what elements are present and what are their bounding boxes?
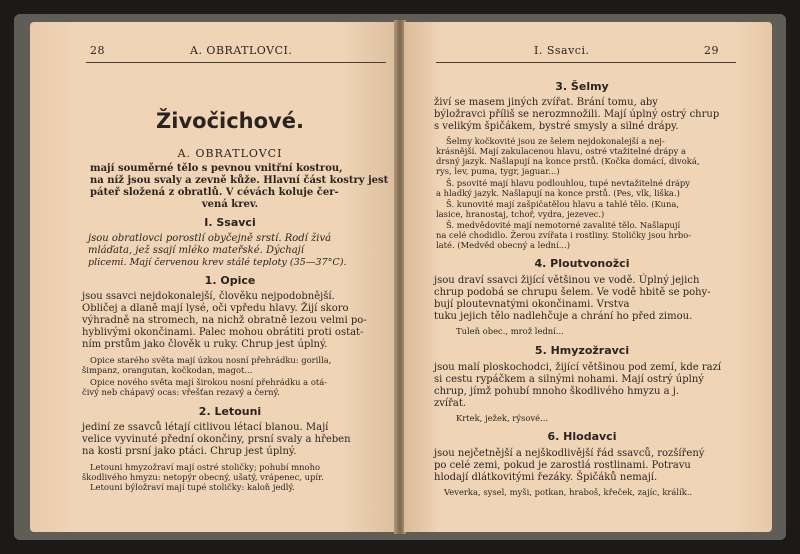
letouni-heading: 2. Letouni: [198, 405, 262, 418]
opice-heading: 1. Opice: [204, 274, 256, 287]
ploutvonozci-text-line: tuku jejich tělo nadlehčuje a chrání ho před zimou.: [434, 311, 693, 322]
section-intro-line: plicemi. Mají červenou krev stálé teploty (35—37°C).: [88, 257, 347, 268]
opice-small-line: čivý neb chápavý ocas: vřešťan rezavý a černý.: [82, 387, 280, 397]
header-rule: [86, 62, 386, 63]
opice-text-line: jsou ssavci nejdokonalejší, člověku nejpodobnější.: [82, 291, 335, 302]
selmy-small-line: a hladký jazyk. Našlapují na konce prstů. (Pes, vlk, liška.): [436, 188, 680, 198]
selmy-heading: 3. Šelmy: [555, 80, 609, 93]
hmyzozravci-text-line: si cestu rypáčkem a silnými nohami. Mají ostrý úplný: [434, 374, 704, 385]
hlodavci-text-line: po celé zemi, pokud je zarostlá rostlinami. Potravu: [434, 460, 691, 471]
selmy-small-line: Š. psovité mají hlavu podlouhlou, tupé nevtažitelné drápy: [446, 178, 691, 188]
intro-line: mají souměrné tělo s pevnou vnitřní kostrou,: [90, 163, 343, 174]
hmyzozravci-text-line: jsou malí ploskochodci, žijící většinou pod zemí, kde razí: [434, 362, 722, 373]
hlodavci-heading: 6. Hlodavci: [547, 430, 617, 443]
letouni-text-line: velice vyvinuté přední okončiny, prsní svaly a hřeben: [82, 434, 351, 445]
ploutvonozci-small: Tuleň obec., mrož lední...: [456, 326, 564, 336]
running-header: I. Ssavci.: [534, 44, 590, 57]
hlodavci-text-line: hlodají dlátkovitými řezáky. Špičáků nemají.: [434, 472, 658, 483]
intro-line: na níž jsou svaly a zevně kůže. Hlavní část kostry jest: [90, 175, 389, 186]
selmy-small-line: Š. kunovité mají zašpičatělou hlavu a tahlé tělo. (Kuna,: [446, 199, 680, 209]
selmy-text-line: býložravci příliš se nerozmnožili. Mají úplný ostrý chrup: [434, 109, 720, 120]
opice-small-line: Opice starého světa mají úzkou nosní přehrádku: gorilla,: [90, 355, 332, 365]
section-intro-line: jsou obratlovci porostlí obyčejně srstí. Rodí živá: [88, 233, 332, 244]
opice-text-line: hyblivými okončinami. Palec mohou obrátiti proti ostat-: [82, 327, 364, 338]
ploutvonozci-text-line: chrup podobá se chrupu šelem. Ve vodě hbitě se pohy-: [434, 287, 711, 298]
ploutvonozci-heading: 4. Ploutvonožci: [534, 257, 630, 270]
selmy-text-line: živí se masem jiných zvířat. Brání tomu, aby: [434, 97, 658, 108]
page-number: 28: [90, 44, 105, 57]
intro-line: vená krev.: [201, 199, 259, 210]
letouni-small-line: Letouni býložraví mají tupé stoličky: kaloň jedlý.: [90, 482, 295, 492]
hmyzozravci-heading: 5. Hmyzožravci: [534, 344, 630, 357]
opice-text-line: výhradně na stromech, na nichž obratně lezou velmi po-: [82, 315, 367, 326]
selmy-text-line: s velikým špičákem, bystré smysly a silné drápy.: [434, 121, 679, 132]
hmyzozravci-text-line: chrup, jímž pohubí mnoho škodlivého hmyzu a j.: [434, 386, 680, 397]
hlodavci-text-line: jsou nejčetnější a nejškodlivější řád ssavců, rozšířený: [434, 448, 705, 459]
opice-small-line: Opice nového světa mají širokou nosní přehrádku a otá-: [90, 377, 328, 387]
letouni-text-line: jediní ze ssavců létají citlivou létací blanou. Mají: [82, 422, 329, 433]
intro-line: páteř složená z obratlů. V cévách koluje čer-: [90, 187, 339, 198]
page-title: Živočichové.: [156, 109, 304, 133]
hmyzozravci-text-line: zvířat.: [434, 398, 467, 409]
page-number: 29: [704, 44, 719, 57]
selmy-small-line: laté. (Medvěd obecný a lední...): [436, 240, 571, 250]
selmy-small-line: rys, lev, puma, tygr, jaguar...): [436, 166, 560, 176]
selmy-small-line: na celé chodidlo. Žerou zvířata i rostliny. Stoličky jsou hrbo-: [436, 230, 692, 240]
section-intro-line: mláďata, jež ssají mléko mateřské. Dýchají: [88, 245, 304, 256]
hlodavci-small: Veverka, sysel, myši, potkan, hraboš, křeček, zajíc, králík..: [444, 487, 693, 497]
selmy-small-line: lasice, hranostaj, tchoř, vydra, jezevec.): [436, 209, 605, 219]
selmy-small-line: krásnější. Mají zakulacenou hlavu, ostré vtažitelné drápy a: [436, 146, 686, 156]
opice-text-line: Obličej a dlaně mají lysé, oči vpředu hlavy. Žijí skoro: [82, 303, 349, 314]
selmy-small-line: Šelmy kočkovité jsou ze šelem nejdokonalejší a nej-: [446, 136, 665, 146]
subtitle: A. OBRATLOVCI: [177, 147, 283, 160]
selmy-small-line: Š. medvědovité mají nemotorné zavalité tělo. Našlapují: [446, 220, 681, 230]
running-header: A. OBRATLOVCI.: [190, 44, 293, 57]
selmy-small-line: drsný jazyk. Našlapují na konce prstů. (Kočka domácí, divoká,: [436, 156, 700, 166]
section-heading: I. Ssavci: [204, 216, 256, 229]
letouni-small-line: škodlivého hmyzu: netopýr obecný, ušatý, vrápenec, upír.: [82, 472, 324, 482]
header-rule: [436, 62, 736, 63]
right-page: [404, 22, 772, 532]
ploutvonozci-text-line: jsou draví ssavci žijící většinou ve vodě. Úplný jejich: [434, 275, 700, 286]
hmyzozravci-small: Krtek, ježek, rýsové...: [456, 413, 549, 423]
left-page: [30, 22, 396, 532]
ploutvonozci-text-line: bují ploutevnatými okončinami. Vrstva: [434, 299, 630, 310]
letouni-text-line: na kosti prsní jako ptáci. Chrup jest úplný.: [82, 446, 297, 457]
letouni-small-line: Letouni hmyzožraví mají ostré stoličky; pohubí mnoho: [90, 462, 321, 472]
opice-text-line: ním prstům jako člověk u ruky. Chrup jest úplný.: [82, 339, 328, 350]
opice-small-line: šimpanz, orangutan, kočkodan, magot...: [82, 365, 253, 375]
